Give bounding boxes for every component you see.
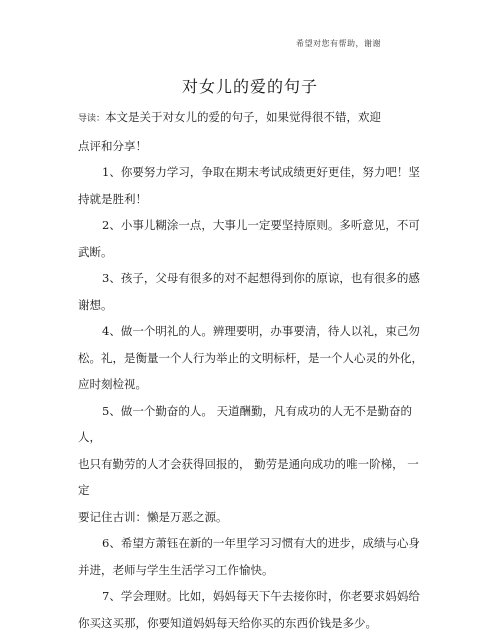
list-item: 3、孩子，父母有很多的对不起想得到你的原谅，也有很多的感 谢想。 bbox=[78, 271, 420, 312]
list-item: 2、小事儿糊涂一点，大事儿一定要坚持原则。多听意见，不可 武断。 bbox=[78, 218, 420, 259]
intro-paragraph bbox=[78, 104, 430, 159]
list-item: 4、做一个明礼的人。辨理要明，办事要清，待人以礼，束己勿 松。礼，是衡量一个人行为举止的文明标杆，是一个人心灵的外化， 应时刻检视。 bbox=[78, 324, 423, 391]
list-item: 6、希望方萧钰在新的一年里学习习惯有大的进步，成绩与心身 并进，老师与学生生活学习工作愉快。 bbox=[78, 536, 420, 577]
document-title: 对女儿的爱的句子 bbox=[181, 77, 318, 96]
list-item: 7、学会理财。比如，妈妈每天下午去接你时，你老要求妈妈给 你买这买那，你要知道妈妈每天给你买的东西价钱是多少。 bbox=[78, 589, 420, 630]
intro-line-2: 点评和分享！ bbox=[78, 138, 147, 153]
list-item: 5、做一个勤奋的人。 天道酬勤，凡有成功的人无不是勤奋的人， 也只有勤劳的人才会获得回报的， 勤劳是通向成功的唯一阶梯， 一定 要记住古训：懒是万恶之源。 bbox=[78, 403, 419, 524]
header-note: 希望对您有帮助，谢谢 bbox=[296, 39, 381, 48]
document-body bbox=[78, 104, 430, 636]
intro-label: 导读： bbox=[78, 114, 106, 124]
intro-line-1: 本文是关于对女儿的爱的句子，如果觉得很不错，欢迎 bbox=[105, 110, 382, 124]
list-item: 1、你要努力学习，争取在期末考试成绩更好更佳，努力吧！坚 持就是胜利！ bbox=[78, 165, 420, 206]
